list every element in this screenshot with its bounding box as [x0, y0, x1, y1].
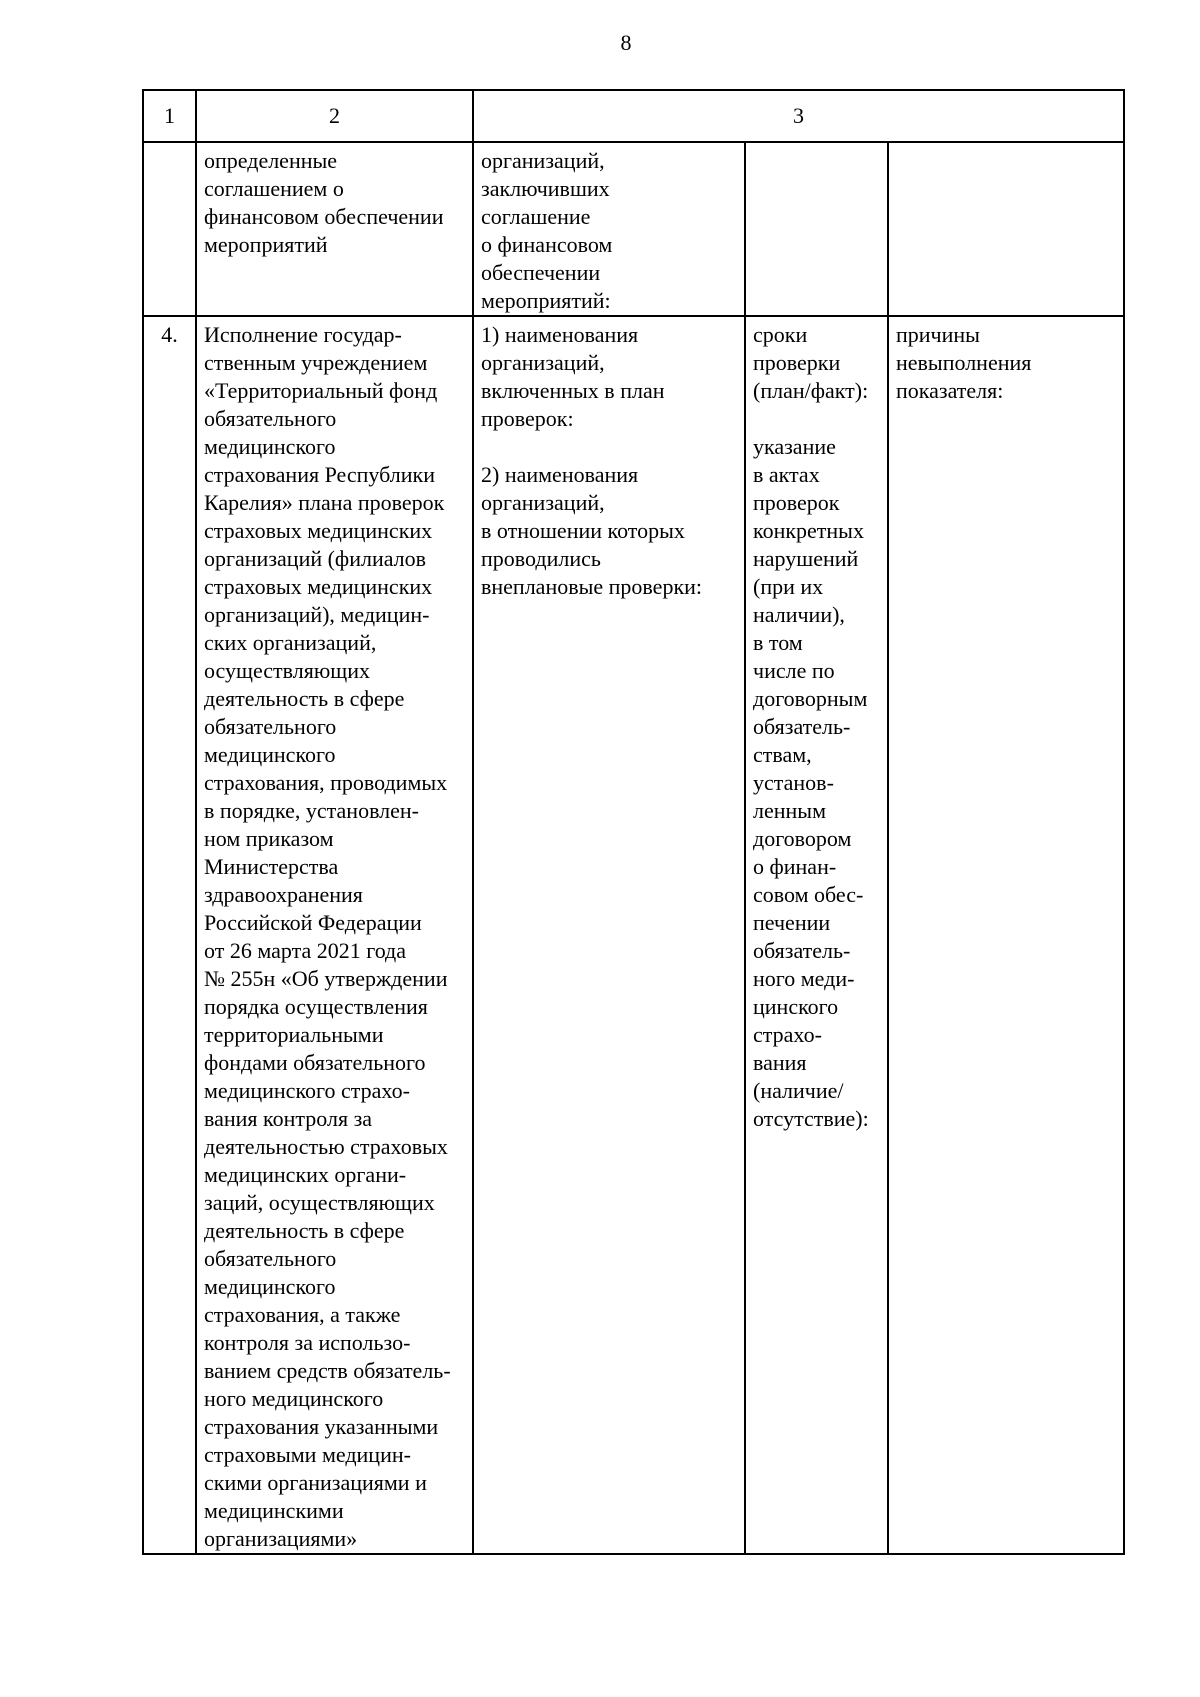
- cell-reasons-continuation: [888, 142, 1124, 316]
- row-number: 4.: [143, 316, 196, 1554]
- cell-description: Исполнение государ- ственным учреждением «Территориальный фонд обязательного медицинского страхования Республики Карелия» плана проверок страховых медицинских организаций (филиалов страховых медицинских организаций), медицин- ских организаций, осуществляющих деятельность в сфере обязательного медицинского страхования, проводимых в порядке, установлен- ном приказом Министерства здравоохранения Российской Федерации от 26 марта 2021 года № 255н «Об утверждении порядка осуществления территориальными фондами обязательного медицинского страхо- вания контроля за деятельностью страховых медицинских органи- заций, осуществляющих деятельность в сфере обязательного медицинского страхования, а также контроля за использо- ванием средств обязатель- ного медицинского страхования указанными страховыми медицин- скими организациями и медицинскими организациями»: [196, 316, 473, 1554]
- table-row-continuation: [143, 142, 1124, 316]
- cell-description-continuation: определенные соглашением о финансовом обеспечении мероприятий: [196, 142, 473, 316]
- cell-indicators: 1) наименования организаций, включенных в план проверок: 2) наименования организаций, в отношении которых проводились внеплановые проверки:: [473, 316, 745, 1554]
- document-table: [142, 89, 1125, 1555]
- page-number: 8: [620, 30, 632, 55]
- table-row-4: [143, 316, 1124, 1554]
- table-header-row: [143, 90, 1124, 142]
- cell-terms-continuation: [745, 142, 888, 316]
- header-col-1: 1: [143, 90, 196, 142]
- header-col-2: 2: [196, 90, 473, 142]
- cell-indicators-continuation: организаций, заключивших соглашение о финансовом обеспечении мероприятий:: [473, 142, 745, 316]
- cell-terms: сроки проверки (план/факт): указание в актах проверок конкретных нарушений (при их наличии), в том числе по договорным обязатель- ствам, установ- ленным договором о финан- совом обес- печении обязатель- ного меди- цинского страхо- вания (наличие/ отсутствие):: [745, 316, 888, 1554]
- cell-reasons: причины невыполнения показателя:: [888, 316, 1124, 1554]
- header-col-3: 3: [473, 90, 1124, 142]
- cell-number-empty: [143, 142, 196, 316]
